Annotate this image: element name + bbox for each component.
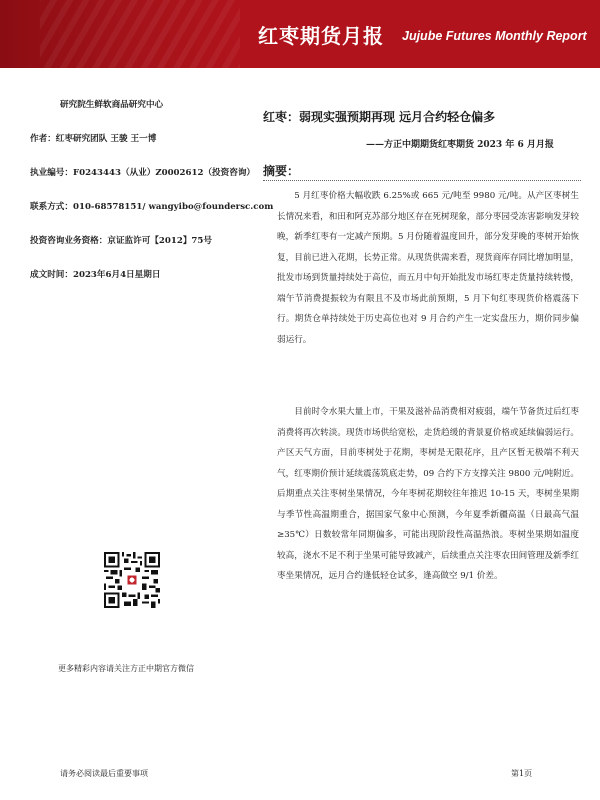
sidebar — [30, 98, 274, 302]
footer-note: 请务必阅读最后重要事项 — [60, 769, 148, 778]
qualification-label: 投资咨询业务资格： — [30, 236, 108, 246]
header-title-en: Jujube Futures Monthly Report — [402, 29, 587, 43]
contact: 010-68578151/ wangyibo@foundersc.com — [72, 202, 274, 212]
report-header — [0, 0, 600, 68]
article-subtitle: ——方正中期期货红枣期货 2023 年 6 月月报 — [366, 140, 554, 150]
summary-divider — [263, 180, 581, 181]
contact-row — [30, 200, 274, 212]
summary-paragraph-2: 目前时令水果大量上市，干果及滋补品消费相对疲弱，端午节备货过后红枣消费将再次转淡。现货市场供给宽松，走货趋缓的背景夏价格或延续偏弱运行。产区天气方面，目前枣树处于花期，枣树是无限花序，且产区暂无极端不利天气，红枣期价预计延续震荡筑底走势，09 合约下方支撑关注 9800 元/吨附近。后期重点关注枣树坐果情况，今年枣树花期较往年推迟 10-15 天，枣树坐果期与季节性高温期重合，据国家气象中心预测，今年夏季新疆高温（日最高气温≥35℃）日数较常年同期偏多，可能出现阶段性高温热浪。枣树坐果期如温度较高，浇水不足不利于坐果可能导致减产，后续重点关注枣农田间管理及新季红枣坐果情况，远月合约逢低轻仓试多，逢高做空 9/1 价差。 — [277, 407, 579, 581]
author: 红枣研究团队 王骏 王一博 — [55, 134, 157, 144]
date-label: 成文时间： — [30, 270, 73, 280]
author-label: 作者： — [30, 134, 56, 144]
page-number: 第1页 — [511, 769, 533, 778]
article-title: 红枣：弱现实强预期再现 远月合约轻仓偏多 — [263, 110, 496, 124]
license: F0243443（从业）Z0002612（投资咨询） — [72, 168, 256, 178]
date-row — [30, 268, 240, 280]
follow-note: 更多精彩内容请关注方正中期官方微信 — [58, 664, 194, 673]
license-label: 执业编号： — [30, 168, 73, 178]
contact-label: 联系方式： — [30, 202, 73, 212]
header-title-cn: 红枣期货月报 — [258, 24, 384, 48]
department: 研究院生鲜软商品研究中心 — [60, 100, 164, 110]
date: 2023年6月4日星期日 — [72, 270, 161, 280]
qr-code-icon — [104, 552, 160, 608]
qualification-row — [30, 234, 240, 246]
summary-label: 摘要： — [263, 164, 300, 178]
summary-paragraph-1: 5 月红枣价格大幅收跌 6.25%或 665 元/吨至 9980 元/吨。从产区枣树生长情况来看，和田和阿克苏部分地区存在死树现象，部分枣园受冻害影响发芽较晚，新季红枣有一定减产预期。5 月份随着温度回升，部分发芽晚的枣树开始恢复，目前已进入花期，长势正常。从现货供需来看，现货商库存同比增加明显，批发市场到货量持续处于高位，而五月中旬开始批发市场红枣走货量持续转慢，端午节消费提振较为有限且不及市场此前预期，5 月下旬红枣现货价格震荡下行。期货仓单持续处于历史高位也对 9 月合约产生一定实盘压力，期价同步偏弱运行。 — [277, 191, 579, 345]
header-decoration — [40, 0, 240, 68]
license-row — [30, 166, 256, 178]
author-row — [30, 132, 240, 144]
qualification: 京证监许可【2012】75号 — [107, 236, 212, 246]
